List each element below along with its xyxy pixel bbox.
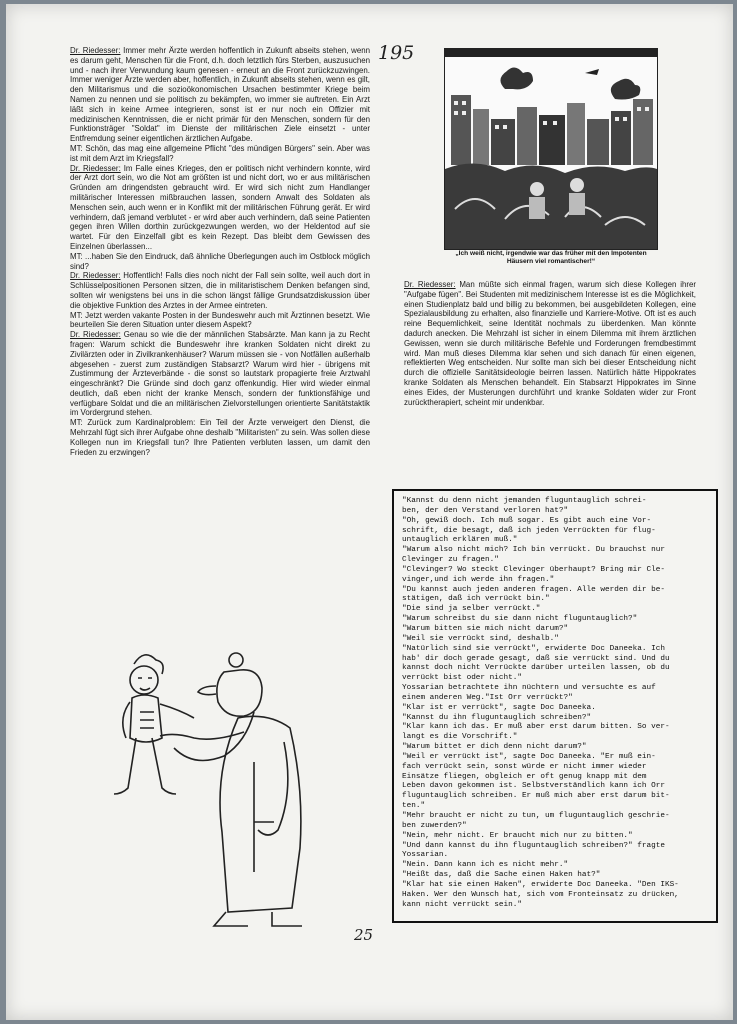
interview-paragraph bbox=[70, 46, 370, 144]
interview-paragraph bbox=[70, 271, 370, 310]
excerpt-text: "Kannst du denn nicht jemanden fluguntauglich schrei- ben, der den Verstand verloren hat?" "Oh, gewiß doch. Ich muß sogar. Es gibt auch eine Vor- schrift, die besagt, daß ich jeden Verrückten für flug- untauglich erklären muß." "Warum also nicht mich? Ich bin verrückt. Du brauchst nur Clevinger zu fragen." "Clevinger? Wo steckt Clevinger überhaupt? Bring mir Cle- vinger,und ich werde ihn fragen." "Du kannst auch jeden anderen fragen. Alle werden dir be- stätigen, daß ich verrückt bin." "Die sind ja selber verrückt." "Warum schreibst du sie dann nicht fluguntauglich?" "Warum bitten sie mich nicht darum?" "Weil sie verrückt sind, deshalb." "Natürlich sind sie verrückt", erwiderte Doc Daneeka. Ich hab' dir doch gerade gesagt, daß sie verrückt sind. Und du kannst doch nicht Verrückte darüber urteilen lassen, ob du verrückt bist oder nicht." Yossarian betrachtete ihn nüchtern und versuchte es auf einem anderen Weg."Ist Orr verrückt?" "Klar ist er verrückt", sagte Doc Daneeka. "Kannst du ihn fluguntauglich schreiben?" "Klar kann ich das. Er muß aber erst darum bitten. So ver- langt es die Vorschrift." "Warum bittet er dich denn nicht darum?" "Weil er verrückt ist", sagte Doc Daneeka. "Er muß ein- fach verrückt sein, sonst würde er nicht immer wieder Einsätze fliegen, obgleich er oft genug knapp mit dem Leben davon gekommen ist. Selbstverständlich kann ich Orr fluguntauglich schreiben. Er muß mich aber erst darum bit- ten." "Mehr braucht er nicht zu tun, um fluguntauglich geschrie- ben zuwerden?" "Nein, mehr nicht. Er braucht mich nur zu bitten." "Und dann kannst du ihn fluguntauglich schreiben?" fragte Yossarian. "Nein. Dann kann ich es nicht mehr." "Heißt das, daß die Sache einen Haken hat?" "Klar hat sie einen Haken", erwiderte Doc Daneeka. "Den IKS- Haken. Wer den Wunsch hat, sich vom Fronteinsatz zu drücken, kann nicht verrückt sein." bbox=[402, 497, 679, 909]
cartoon-caption: „Ich weiß nicht, irgendwie war das früher mit den Impotenten Häusern viel romantischer!“ bbox=[455, 250, 647, 265]
speaker-label: Dr. Riedesser: bbox=[70, 46, 121, 55]
paragraph-text: Man müßte sich einmal fragen, warum sich diese Kollegen ihrer "Aufgabe fügen". Bei Studenten mit medizinischem Interesse ist es die Möglichkeit, einen Studienplatz bald und billig zu bekommen, bei ausgebildeten Kollegen, eine Spezialausbildung zu erhalten, also finanzielle und Karriere-Motive. Oft ist es auch reine Bequemlichkeit, seine Identität nochmals zu überdenken. Man könnte dadurch anecken. Die Mehrzahl ist sicher in einem Dilemma mit ihrem ärztlichen Gewissen, wenn sie durch militärische Befehle und Forderungen fremdbestimmt wird. Man muß dieses Dilemma klar sehen und sich danach für einen eigenen, reflektierten Weg entscheiden. Nur sollte man sich bei dieser Entscheidung nicht durch die offizielle Sanitätsideologie beirren lassen. Natürlich hätte Hippokrates kranke Soldaten als Menschen behandelt. Ein Stabsarzt Hippokrates im Sinne eines Eides, der Musterungen durchführt und kranke Soldaten wider zur Front zurücktherapiert, scheint mir undenkbar. bbox=[404, 280, 696, 407]
paragraph-text: Hoffentlich! Falls dies noch nicht der Fall sein sollte, weil auch dort in Schlüsselpositionen Personen sitzen, die in militaristischem Denken befangen sind, sollten wir wenigstens bei uns in die schon längst fällige Grundsatzdiskussion über die objektive Funktion des Arztes in der Armee eintreten. bbox=[70, 271, 371, 310]
cartoon-drawing bbox=[445, 49, 657, 249]
interview-paragraph bbox=[70, 330, 370, 418]
paragraph-text: MT: Zurück zum Kardinalproblem: Ein Teil der Ärzte verweigert den Dienst, die Mehrzahl fügt sich ihrer Aufgabe ohne deshalb "Militaristen" zu sein. Was sollen diese Kollegen nun im Kriegsfall tun? Ihre Patienten verbluten lassen, um damit den Frieden zu erzwingen? bbox=[70, 418, 370, 457]
speaker-label: Dr. Riedesser: bbox=[70, 271, 121, 281]
handwritten-page-number: 195 bbox=[378, 42, 415, 64]
doctor-and-skeleton-illustration bbox=[104, 642, 344, 932]
paragraph-text: Immer mehr Ärzte werden hoffentlich in Zukunft abseits stehen, wenn es darum geht, Menschen für die Front, d.h. doch letztlich fürs Sterben, auszusuchen und - nach ihrer Verwundung kaum genesen - erneut an die Front zurückzuzwingen. Immer weniger Ärzte werden aber, hoffentlich, in Zukunft abseits stehen, wenn es gilt, den Militarismus und die sozioökonomischen Ursachen bestimmter Kriege beim Namen zu nennen und sie politisch zu bekämpfen, wo immer sie auftreten. Ein Arzt läßt sich in keine Armee integrieren, sonst ist er nur noch ein Offizier mit medizinischen Kenntnissen, die er nicht primär für den Menschen, sondern für den Funktionsträger "Soldat" im Dienste der militärischen Ziele einsetzt - unter Entfremdung seiner eigentlichen ärztlichen Aufgabe. bbox=[70, 46, 370, 144]
paragraph-text: Im Falle eines Krieges, den er politisch nicht verhindern konnte, wird der Arzt dort sein, wo die Not am größten ist und nicht dort, wo er aus militärischen Gründen am dringendsten gebraucht wird. Er wird sich nicht zum Handlanger militärischer Interessen mißbrauchen lassen, sondern Anwalt des Soldaten als Menschen sein, auch wenn er in Konflikt mit der militärischen Führung gerät. Er wird verhindern, daß jemand verblutet - er wird aber auch verhindern, daß seine Patienten gegen ihren Willen dorthin zurückgezwungen werden, wo der Heldentod auf sie wartet. Für den Einzelfall gibt es kein Rezept. Das bleibt dem Gewissen des Einzelnen überlassen... bbox=[70, 163, 370, 251]
interview-column-right bbox=[404, 280, 696, 407]
speaker-label: Dr. Riedesser: bbox=[70, 330, 121, 340]
interview-paragraph bbox=[70, 144, 370, 164]
paragraph-text: MT: ...haben Sie den Eindruck, daß ähnliche Überlegungen auch im Ostblock möglich sind? bbox=[70, 251, 370, 271]
page-number: 25 bbox=[354, 926, 374, 944]
interview-paragraph bbox=[404, 280, 696, 407]
document-page bbox=[6, 4, 733, 1020]
paragraph-text: Genau so wie die der männlichen Stabsärzte. Man kann ja zu Recht fragen: Warum schickt die Bundeswehr ihre kranken Soldaten nicht direkt zu Zivilärzten oder in Zivilkrankenhäuser? Warum müssen sie - von Notfällen außerhalb abgesehen - zuerst zum zuständigen Stabsarzt? Warum wird hier - übrigens mit Zustimmung der Ärzteverbände - die sonst so lautstark propagierte freie Arztwahl eingeschränkt? Die Gründe sind doch ganz offenkundig. Hier wird wieder einmal deutlich, daß eben nicht der kranke Mensch, sondern der funktionsfähige und verfügbare Soldat und die an militärischen Zielvorstellungen orientierte Sanitätstaktik im Vordergrund stehen. bbox=[70, 330, 370, 418]
speaker-label: Dr. Riedesser: bbox=[404, 280, 456, 289]
interview-paragraph bbox=[70, 311, 370, 331]
war-cityscape-cartoon bbox=[444, 48, 658, 250]
interview-column-left bbox=[70, 46, 370, 457]
paragraph-text: MT: Jetzt werden vakante Posten in der Bundeswehr auch mit Ärztinnen besetzt. Wie beurteilen Sie deren Situation unter diesem Aspekt? bbox=[70, 310, 370, 330]
speaker-label: Dr. Riedesser: bbox=[70, 163, 121, 173]
paragraph-text: MT: Schön, das mag eine allgemeine Pflicht "des mündigen Bürgers" sein. Aber was ist mit dem Arzt im Kriegsfall? bbox=[70, 143, 370, 163]
interview-paragraph bbox=[70, 252, 370, 272]
interview-paragraph bbox=[70, 418, 370, 457]
interview-paragraph bbox=[70, 164, 370, 252]
boxed-novel-excerpt bbox=[392, 489, 718, 923]
